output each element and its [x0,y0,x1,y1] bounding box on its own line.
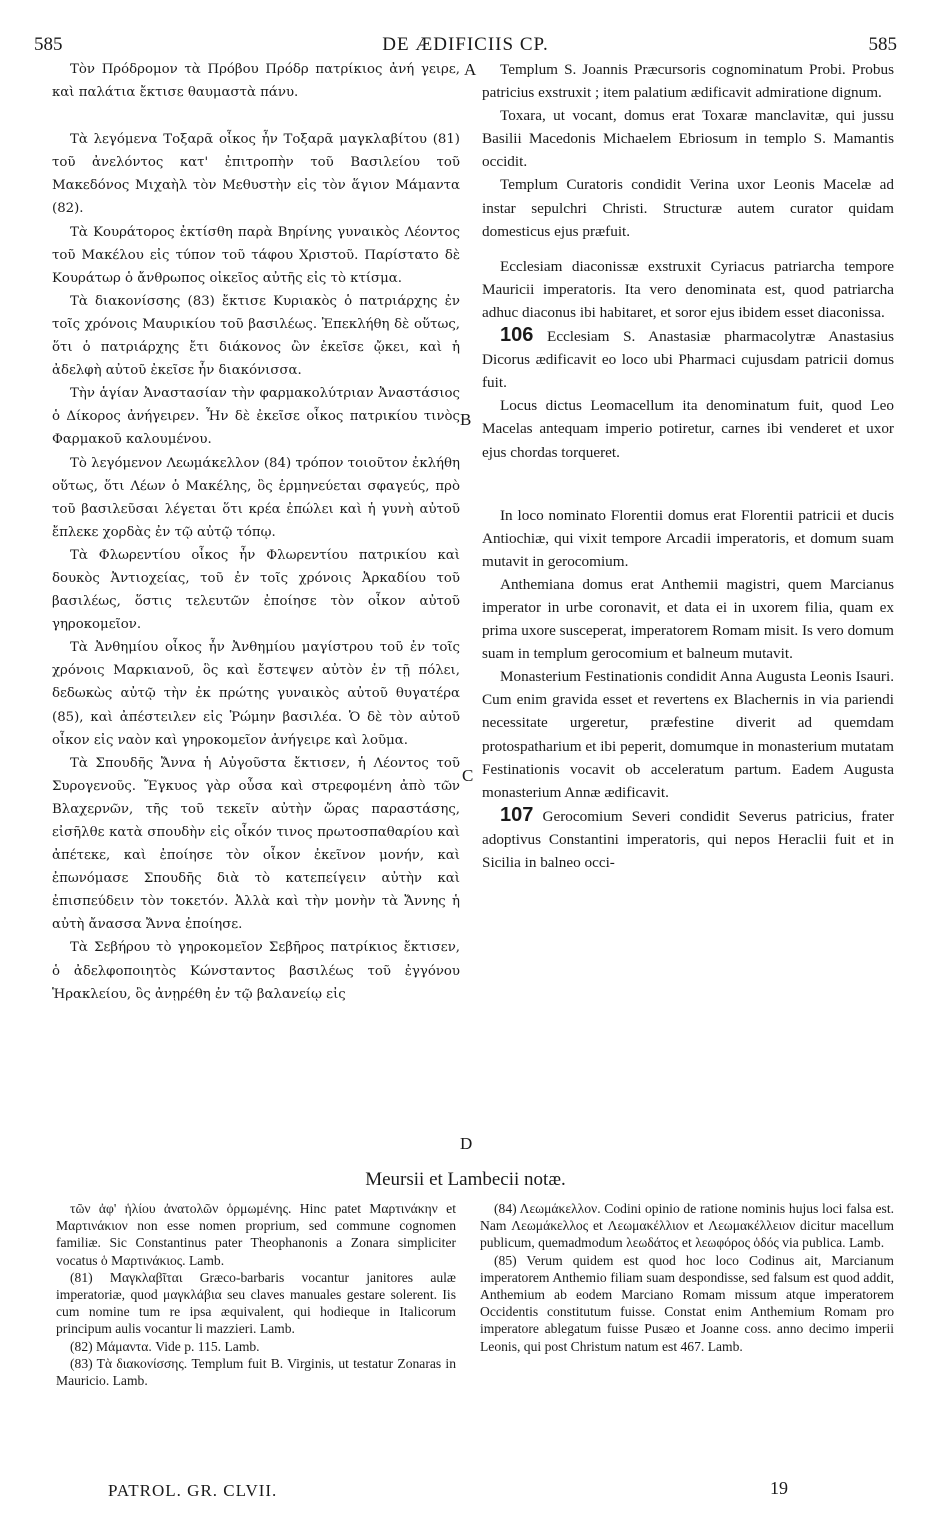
note-paragraph: τῶν ἀφ' ἡλίου ἀνατολῶν ὁρμωμένης. Hinc patet Μαρτινάκην et Μαρτινάκιον non esse nomen proprium, sed commune cognomen familiæ. Sic Constantinus pater Theophanonis a Zonara simpliciter vocatus ὁ Μαρτινάκιος. Lamb. [56,1201,456,1268]
note-paragraph: (81) Μαγκλαβῖται Græco-barbaris vocantur janitores aulæ imperatoriæ, quod μαγκλάβια seu claves manuales gestare solerent. Iis cum nomine tum re ipsa æquivalent, qui hodieque in Italicorum principum aulis vocantur li mazzieri. Lamb. [56,1269,456,1337]
latin-text: Gerocomium Severi condidit Severus patricius, frater adoptivus Constantini imperatoris, qui nepos Heraclii fuit et in Sicilia in balneo occi- [482,807,895,871]
latin-paragraph [482,104,894,173]
latin-paragraph [482,58,894,104]
greek-paragraph: Τὰ Σεβήρου τὸ γηροκομεῖον Σεβῆρος πατρίκιος ἔκτισεν, ὁ ἀδελφοποιητὸς Κώνσταντος βασιλέως τοῦ ἐγγόνου Ἡρακλείου, ὃς ἀνῃρέθη ἐν τῷ βαλανείῳ εἰς [52,940,460,1002]
latin-text: Templum S. Joannis Præcursoris cognominatum Probi. Probus patricius exstruxit ; item palatium ædificavit admiratione dignum. [482,61,894,102]
notes-left-column [56,1200,456,1389]
latin-text: Monasterium Festinationis condidit Anna Augusta Leonis Isauri. Cum enim gravida esset et revertens ex Blachernis in via pariendi necessitate urgeretur, præfestine diverit ad quemdam protospatharium et ibi peperit, domumque in monasterium mutatam Festinationis vocavit ob acceleratum partum. Eadem Augusta monasterium Annæ ædificavit. [482,668,894,801]
latin-text: Templum Curatoris condidit Verina uxor Leonis Macelæ ad instar sepulchri Christi. Structuræ autem curator quidam domesticus ejus præfuit. [482,176,894,240]
greek-paragraph: Τὰ Κουράτορος ἐκτίσθη παρὰ Βηρίνης γυναικὸς Λέοντος τοῦ Μακέλου εἰς τύπον τοῦ τάφου Χριστοῦ. Παρίστατο δὲ Κουράτωρ ὁ ἄνθρωπος οἰκεῖος αὐτῆς εἰς τὸ κτίσμα. [52,224,460,286]
section-number: 107 [500,803,534,826]
greek-paragraph: Τὴν ἁγίαν Ἀναστασίαν τὴν φαρμακολύτριαν Ἀναστάσιος ὁ Δίκορος ἀνήγειρεν. Ἦν δὲ ἐκεῖσε οἶκος πατρικίου τινὸς Φαρμακοῦ καλουμένου. [52,386,460,448]
latin-paragraph [482,573,894,665]
greek-paragraph: Τὰ Σπουδῆς Ἄννα ἡ Αὐγοῦστα ἔκτισεν, ἡ Λέοντος τοῦ Συρογενοῦς. Ἔγκυος γὰρ οὖσα καὶ στρεφομένη ἀπὸ τῶν Βλαχερνῶν, τῆς τοῦ τεκεῖν αὐτὴν ὥρας παραστάσης, εἰσῆλθε κατὰ σπουδὴν εἰς οἶκόν τινος πρωτοσπαθαρίου καὶ ἀπέτεκε, καὶ ἐποίησε τὸν οἶκον ἐκεῖνον μονήν, καὶ ἐπωνόμασε Σπουδῆς διὰ τὸ κατεπείγειν αὐτὴν καὶ ἐπισπεύδειν τὸν τοκετόν. Ἀλλὰ καὶ τὴν μονὴν τὰ Ἄννης ἡ αὐτὴ ἄνασσα Ἄννα ἐποίησε. [52,755,460,933]
latin-text: In loco nominato Florentii domus erat Florentii patricii et ducis Antiochiæ, qui vixit tempore Arcadii imperatoris, et domum suam mutavit in gerocomium. [482,506,894,570]
latin-paragraph [482,504,894,573]
footer-volume: PATROL. GR. CLVII. [108,1481,278,1500]
latin-text: Ecclesiam S. Anastasiæ pharmacolytræ Anastasius Dicorus ædificavit eo loco ubi Pharmaci cujusdam patricii domus fuit. [482,328,895,392]
greek-paragraph: Τὰ διακονίσσης (83) ἔκτισε Κυριακὸς ὁ πατριάρχης ἐν τοῖς χρόνοις Μαυρικίου τοῦ βασιλέως. Ἐπεκλήθη δὲ οὕτως, ὅτι ὁ πατριάρχης ἔτι διάκονος ὢν ἐκεῖσε ᾤκει, καὶ ἡ ἀδελφὴ αὐτοῦ ἐκεῖσε ἦν διακόνισσα. [52,293,460,379]
latin-paragraph [482,804,894,874]
footer-signature: 19 [770,1478,788,1498]
latin-paragraph [482,255,894,324]
margin-letter-d: D [460,1134,473,1153]
page-number-left: 585 [34,34,63,55]
greek-paragraph: Τὰ Ἀνθημίου οἶκος ἦν Ἀνθημίου μαγίστρου τοῦ ἐν τοῖς χρόνοις Μαρκιανοῦ, ὃς καὶ ἔστεψεν αὐτὸν ἐν τῇ πόλει, δεδωκὼς αὐτῷ τὴν ἐκ πρώτης γυναικὸς αὐτοῦ θυγατέρα (85), καὶ ἀπέστειλεν εἰς Ῥώμην βασιλέα. Ὁ δὲ τὸν αὐτοῦ οἶκον εἰς ναὸν καὶ γηροκομεῖον ἀνήγειρε καὶ λοῦμα. [52,640,460,748]
latin-paragraph [482,394,894,463]
greek-paragraph: Τὸν Πρόδρομον τὰ Πρόβου Πρόδρ πατρίκιος ἀνή γειρε, καὶ παλάτια ἔκτισε θαυμαστὰ πάνυ. [52,62,460,101]
notes-right-column [480,1200,894,1355]
note-paragraph: (83) Τὰ διακονίσσης. Templum fuit B. Virginis, ut testatur Zonaras in Mauricio. Lamb. [56,1355,456,1389]
page-number-right: 585 [868,34,897,55]
greek-paragraph: Τὰ Φλωρεντίου οἶκος ἦν Φλωρεντίου πατρικίου καὶ δουκὸς Ἀντιοχείας, τοῦ ἐν τοῖς χρόνοις Ἀρκαδίου τοῦ βασιλέως, ὅστις τελευτῶν ἐποίησε τὸν οἶκον αὐτοῦ γηροκομεῖον. [52,547,460,633]
margin-letter-b: B [460,410,472,429]
latin-text: Toxara, ut vocant, domus erat Toxaræ manclavitæ, qui jussu Basilii Macedonis Michaelem Ebriosum in templo S. Mamantis occidit. [482,107,894,171]
latin-text: Locus dictus Leomacellum ita denominatum fuit, quod Leo Macelas antequam imperio potiretur, carnes ibi venderet et uxor ejus chordas torqueret. [482,397,894,461]
latin-paragraph [482,665,894,804]
section-number: 106 [500,324,534,347]
note-paragraph: (85) Verum quidem est quod hoc loco Codinus ait, Marcianum imperatorem Anthemio filiam suam despondisse, sed falsum est quod addit, Anthemium ab eodem Marciano Romam missum atque imperatorem Occidentis constitutum fuisse. Constat enim Anthemium Romam pro imperatore ablegatum fuisse Pusæo et Joanne coss. anno decimo imperii Leonis, qui post Christum natum est 467. Lamb. [480,1252,894,1354]
latin-paragraph [482,173,894,242]
note-paragraph: (84) Λεωμάκελλον. Codini opinio de ratione nominis hujus loci falsa est. Nam Λεωμάκελλος et Λεωμακέλλιον et Λεωμακέλλειον dicitur macellum publicum, quemadmodum λεωδάτος et λεωφόρος ὁδός via publica. Lamb. [480,1201,894,1251]
margin-letter-a: A [464,60,477,79]
latin-text: Ecclesiam diaconissæ exstruxit Cyriacus patriarcha tempore Mauricii imperatoris. Ita vero denominata est, quod patriarcha adhuc diaconus ibi habitaret, et soror ejus ibidem esset diaconissa. [482,257,894,321]
latin-text: Anthemiana domus erat Anthemii magistri, quem Marcianus imperator in urbe coronavit, et data ei in uxorem filia, quam ex prima uxore susceperat, imperatorem Romam misit. Is vero domum suam in templum gerocomium et balneum mutavit. [482,575,894,663]
latin-paragraph [482,324,894,394]
greek-column [52,58,460,1006]
greek-paragraph: Τὰ λεγόμενα Τοξαρᾶ οἶκος ἦν Τοξαρᾶ μαγκλαβίτου (81) τοῦ ἀνελόντος κατ' ἐπιτροπὴν τοῦ Βασιλείου τοῦ Μακεδόνος Μιχαὴλ τὸν Μεθυστὴν εἰς τὸν ἅγιον Μάμαντα (82). [52,132,460,217]
running-title: DE ÆDIFICIIS CP. [382,34,549,55]
notes-heading: Meursii et Lambecii notæ. [365,1169,566,1190]
margin-letter-c: C [462,766,474,785]
note-paragraph: (82) Μάμαντα. Vide p. 115. Lamb. [70,1338,260,1354]
greek-paragraph: Τὸ λεγόμενον Λεωμάκελλον (84) τρόπον τοιοῦτον ἐκλήθη οὕτως, ὅτι Λέων ὁ Μακέλης, ὃς ἑρμηνεύεται σφαγεύς, πρὸ τοῦ βασιλεῦσαι λέγεται ὅτι κρέα ἐπώλει καὶ ἡ γυνὴ αὐτοῦ ἔπλεκε χορδὰς ἐν τῷ αὐτῷ τόπῳ. [52,455,460,540]
latin-column [482,58,894,874]
